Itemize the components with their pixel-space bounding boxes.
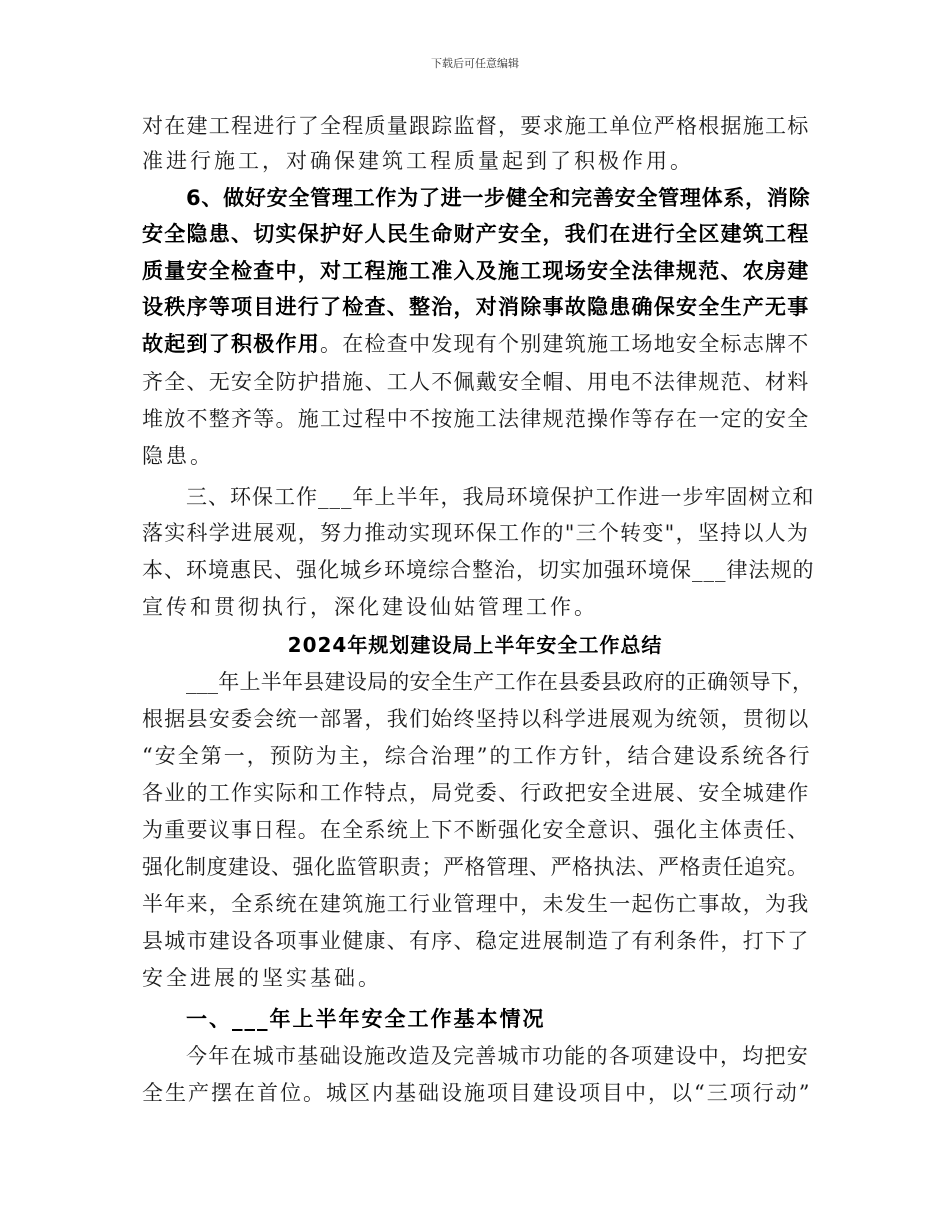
bold-segment: 故起到了积极作用 (142, 332, 320, 356)
paragraph-line: “安全第一，预防为主，综合治理”的工作方针，结合建设系统各行 (142, 744, 812, 768)
paragraph-line: 本、环境惠民、强化城乡环境综合整治，切实加强环境保___律法规的 (142, 558, 815, 582)
page-header: 下载后可任意编辑 (431, 57, 519, 70)
paragraph-line: 全生产摆在首位。城区内基础设施项目建设项目中，以“三项行动” (142, 1081, 812, 1105)
paragraph-line: 半年来，全系统在建筑施工行业管理中，未发生一起伤亡事故，为我 (142, 892, 810, 916)
paragraph-line: 县城市建设各项事业健康、有序、稳定进展制造了有利条件，打下了 (142, 929, 810, 953)
regular-segment: 。在检查中发现有个别建筑施工场地安全标志牌不 (320, 332, 810, 356)
bold-paragraph-line: 安全隐患、切实保护好人民生命财产安全，我们在进行全区建筑工程 (142, 222, 810, 246)
paragraph-line: 宣传和贯彻执行，深化建设仙姑管理工作。 (142, 595, 598, 619)
paragraph-line: 各业的工作实际和工作特点，局党委、行政把安全进展、安全城建作 (142, 781, 810, 805)
paragraph-line: 三、环保工作___年上半年，我局环境保护工作进一步牢固树立和 (186, 485, 815, 509)
section-title: 2024年规划建设局上半年安全工作总结 (287, 633, 663, 657)
paragraph-line: ___年上半年县建设局的安全生产工作在县委县政府的正确领导下， (186, 670, 814, 694)
paragraph-line: 今年在城市基础设施改造及完善城市功能的各项建设中，均把安 (186, 1044, 809, 1068)
paragraph-line: 隐患。 (142, 444, 214, 468)
paragraph-line: 对在建工程进行了全程质量跟踪监督，要求施工单位严格根据施工标 (142, 114, 810, 138)
paragraph-line: 堆放不整齐等。施工过程中不按施工法律规范操作等存在一定的安全 (142, 407, 810, 431)
mixed-paragraph-line (142, 329, 810, 359)
paragraph-line: 准进行施工，对确保建筑工程质量起到了积极作用。 (142, 149, 694, 173)
subheading: 一、___年上半年安全工作基本情况 (186, 1007, 546, 1031)
paragraph-line: 安全进展的坚实基础。 (142, 966, 382, 990)
bold-paragraph-line: 设秩序等项目进行了检查、整治，对消除事故隐患确保安全生产无事 (142, 295, 810, 319)
bold-paragraph-line: 6、做好安全管理工作为了进一步健全和完善安全管理体系，消除 (186, 186, 811, 210)
paragraph-line: 根据县安委会统一部署，我们始终坚持以科学进展观为统领，贯彻以 (142, 707, 810, 731)
paragraph-line: 齐全、无安全防护措施、工人不佩戴安全帽、用电不法律规范、材料 (142, 370, 810, 394)
paragraph-line: 强化制度建设、强化监管职责；严格管理、严格执法、严格责任追究。 (142, 855, 809, 879)
paragraph-line: 为重要议事日程。在全系统上下不断强化安全意识、强化主体责任、 (142, 818, 810, 842)
paragraph-line: 落实科学进展观，努力推动实现环保工作的"三个转变"，坚持以人为 (142, 521, 810, 545)
bold-paragraph-line: 质量安全检查中，对工程施工准入及施工现场安全法律规范、农房建 (142, 259, 810, 283)
